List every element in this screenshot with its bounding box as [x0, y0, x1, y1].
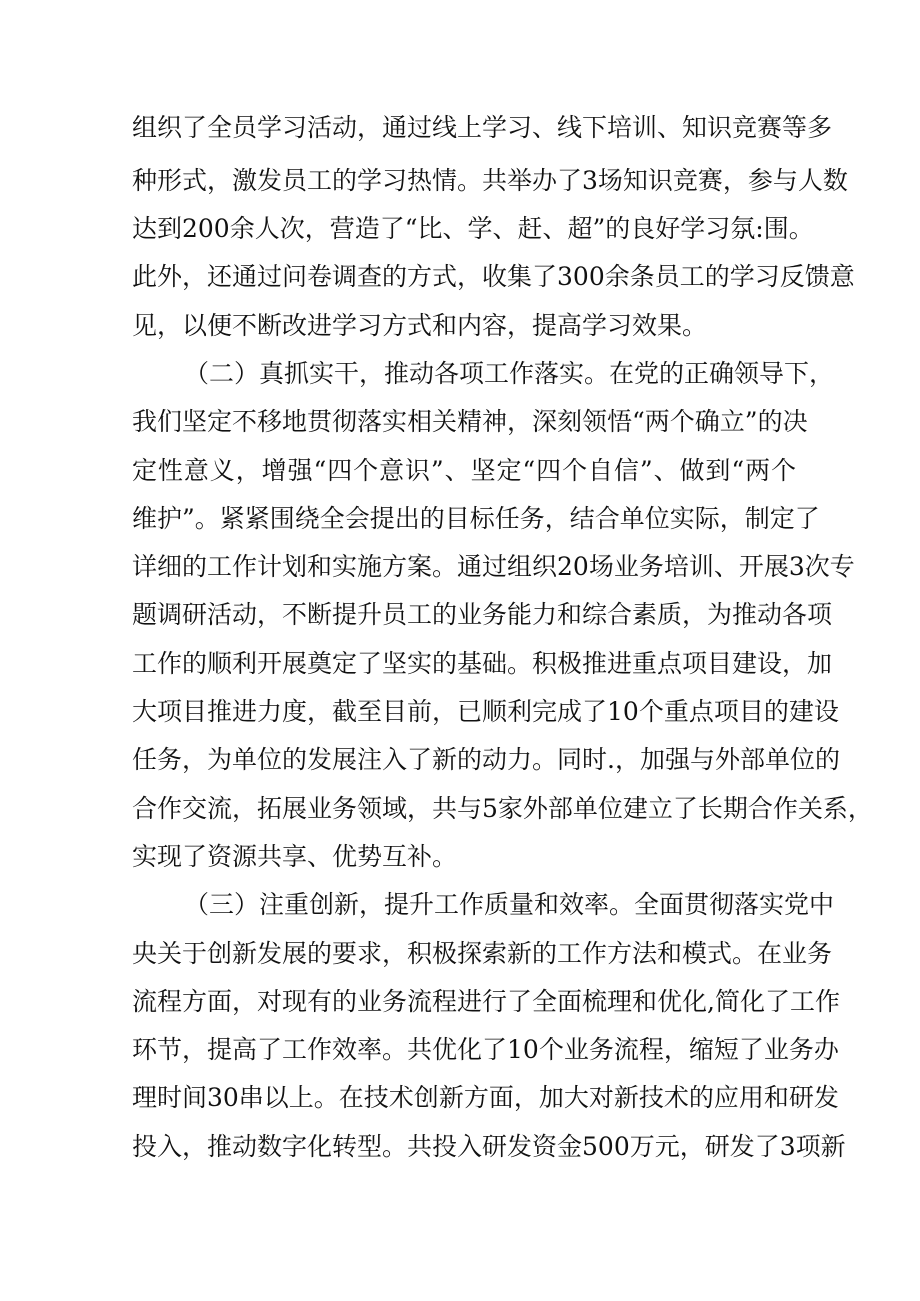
- text-line: 种形式，激发员工的学习热情。共举办了3场知识竞赛，参与人数: [132, 166, 848, 195]
- text-line: 大项目推进力度，截至目前，已顺利完成了10个重点项目的建设: [132, 697, 839, 726]
- text-line: 流程方面，对现有的业务流程进行了全面梳理和优化,简化了工作: [132, 987, 840, 1016]
- text-line: 合作交流，拓展业务领域，共与5家外部单位建立了长期合作关系，: [132, 794, 873, 823]
- text-line: 此外，还通过问卷调查的方式，收集了300余条员工的学习反馈意: [132, 262, 855, 291]
- text-line: 见，以便不断改进学习方式和内容，提高学习效果。: [132, 311, 708, 340]
- section-heading-line: （二）真抓实干，推动各项工作落实。在党的正确领导下，: [184, 359, 835, 388]
- text-line: 题调研活动，不断提升员工的业务能力和综合素质，为推动各项: [132, 600, 833, 629]
- text-line: 定性意义，增强“四个意识”、坚定“四个自信”、做到“两个: [132, 456, 796, 485]
- text-line: 环节，提高了工作效率。共优化了10个业务流程，缩短了业务办: [132, 1035, 839, 1064]
- section-heading-line: （三）注重创新，提升工作质量和效率。全面贯彻落实党中: [184, 890, 835, 919]
- text-line: 理时间30串以上。在技术创新方面，加大对新技术的应用和研发: [132, 1083, 839, 1112]
- text-line: 组织了全员学习活动，通过线上学习、线下培训、知识竞赛等多: [132, 113, 833, 142]
- text-line: 详细的工作计划和实施方案。通过组织20场业务培训、开展3次专: [132, 552, 855, 581]
- text-line: 工作的顺利开展奠定了坚实的基础。积极推进重点项目建设，加: [132, 649, 833, 678]
- text-line: 实现了资源共享、优势互补。: [132, 842, 458, 871]
- text-line: 维护”。紧紧围绕全会提出的目标任务，结合单位实际，制定了: [132, 504, 820, 533]
- text-line: 央关于创新发展的要求，积极探索新的工作方法和模式。在业务: [132, 939, 833, 968]
- text-line: 我们坚定不移地贯彻落实相关精神，深刻领悟“两个确立”的决: [132, 407, 808, 436]
- text-line: 投入，推动数字化转型。共投入研发资金500万元，研发了3项新: [132, 1132, 846, 1161]
- text-line: 任务，为单位的发展注入了新的动力。同时.，加强与外部单位的: [132, 745, 840, 774]
- text-line: 达到200余人次，营造了“比、学、赶、超”的良好学习氛:围。: [132, 214, 814, 243]
